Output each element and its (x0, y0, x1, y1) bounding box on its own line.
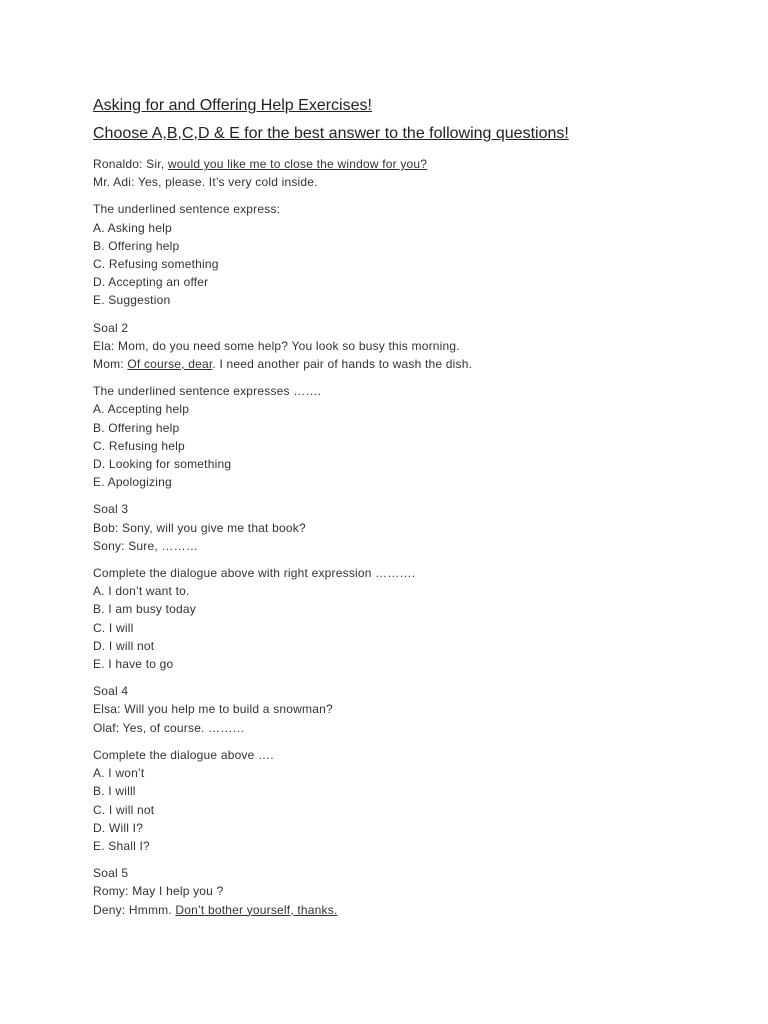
option-e: E. Suggestion (93, 293, 171, 308)
question-text: The underlined sentence expresses ……. (93, 384, 322, 399)
dialogue-line: Elsa: Will you help me to build a snowman? (93, 702, 333, 717)
option-a: A. Asking help (93, 220, 172, 235)
page-title: Asking for and Offering Help Exercises! (93, 97, 372, 114)
dialogue-line: Ronaldo: Sir, would you like me to close the window for you? (93, 157, 428, 171)
soal-label: Soal 4 (93, 684, 129, 699)
dialogue-line: Deny: Hmmm. Don’t bother yourself, thanks. (93, 902, 338, 917)
soal-label: Soal 5 (93, 866, 129, 881)
document-page (93, 95, 733, 928)
soal-label: Soal 3 (93, 502, 129, 517)
dialogue-line: Ela: Mom, do you need some help? You look so busy this morning. (93, 338, 460, 353)
soal5-dialogue (93, 864, 733, 919)
underlined-sentence: Don’t bother yourself, thanks. (175, 902, 338, 917)
underlined-sentence: would you like me to close the window for you? (167, 157, 428, 171)
option-a: A. Accepting help (93, 402, 190, 417)
option-c: C. Refusing help (93, 438, 185, 453)
soal2-question-block (93, 382, 733, 491)
option-e: E. I have to go (93, 657, 174, 672)
instruction-heading: Choose A,B,C,D & E for the best answer to the following questions! (93, 125, 569, 142)
question-text: Complete the dialogue above …. (93, 747, 274, 762)
dialogue-line: Mom: Of course, dear. I need another pair of hands to wash the dish. (93, 357, 473, 372)
option-a: A. I don’t want to. (93, 584, 190, 599)
underlined-sentence: Of course, dear (127, 357, 213, 372)
soal3-dialogue (93, 500, 733, 555)
option-b: B. Offering help (93, 420, 180, 435)
dialogue-line: Bob: Sony, will you give me that book? (93, 520, 306, 535)
soal4-dialogue (93, 682, 733, 737)
option-d: D. Will I? (93, 820, 143, 835)
dialogue-line: Romy: May I help you ? (93, 884, 224, 899)
question-text: The underlined sentence express: (93, 202, 281, 217)
soal1-question-block (93, 200, 733, 309)
option-e: E. Shall I? (93, 838, 150, 853)
option-d: D. Accepting an offer (93, 275, 209, 290)
option-b: B. I willl (93, 784, 136, 799)
soal-label: Soal 2 (93, 320, 129, 335)
option-b: B. I am busy today (93, 602, 196, 617)
option-e: E. Apologizing (93, 475, 172, 490)
soal2-dialogue (93, 319, 733, 374)
soal1-dialogue (93, 155, 733, 191)
option-c: C. I will (93, 620, 134, 635)
soal4-question-block (93, 746, 733, 855)
option-c: C. Refusing something (93, 257, 219, 272)
dialogue-line: Olaf: Yes, of course. ……… (93, 720, 245, 735)
option-d: D. I will not (93, 638, 155, 653)
dialogue-line: Mr. Adi: Yes, please. It’s very cold inside. (93, 175, 318, 190)
option-b: B. Offering help (93, 238, 180, 253)
soal3-question-block (93, 564, 733, 673)
option-d: D. Looking for something (93, 457, 232, 472)
dialogue-line: Sony: Sure, ……… (93, 538, 199, 553)
option-a: A. I won’t (93, 766, 145, 781)
question-text: Complete the dialogue above with right expression ………. (93, 566, 416, 581)
option-c: C. I will not (93, 802, 155, 817)
